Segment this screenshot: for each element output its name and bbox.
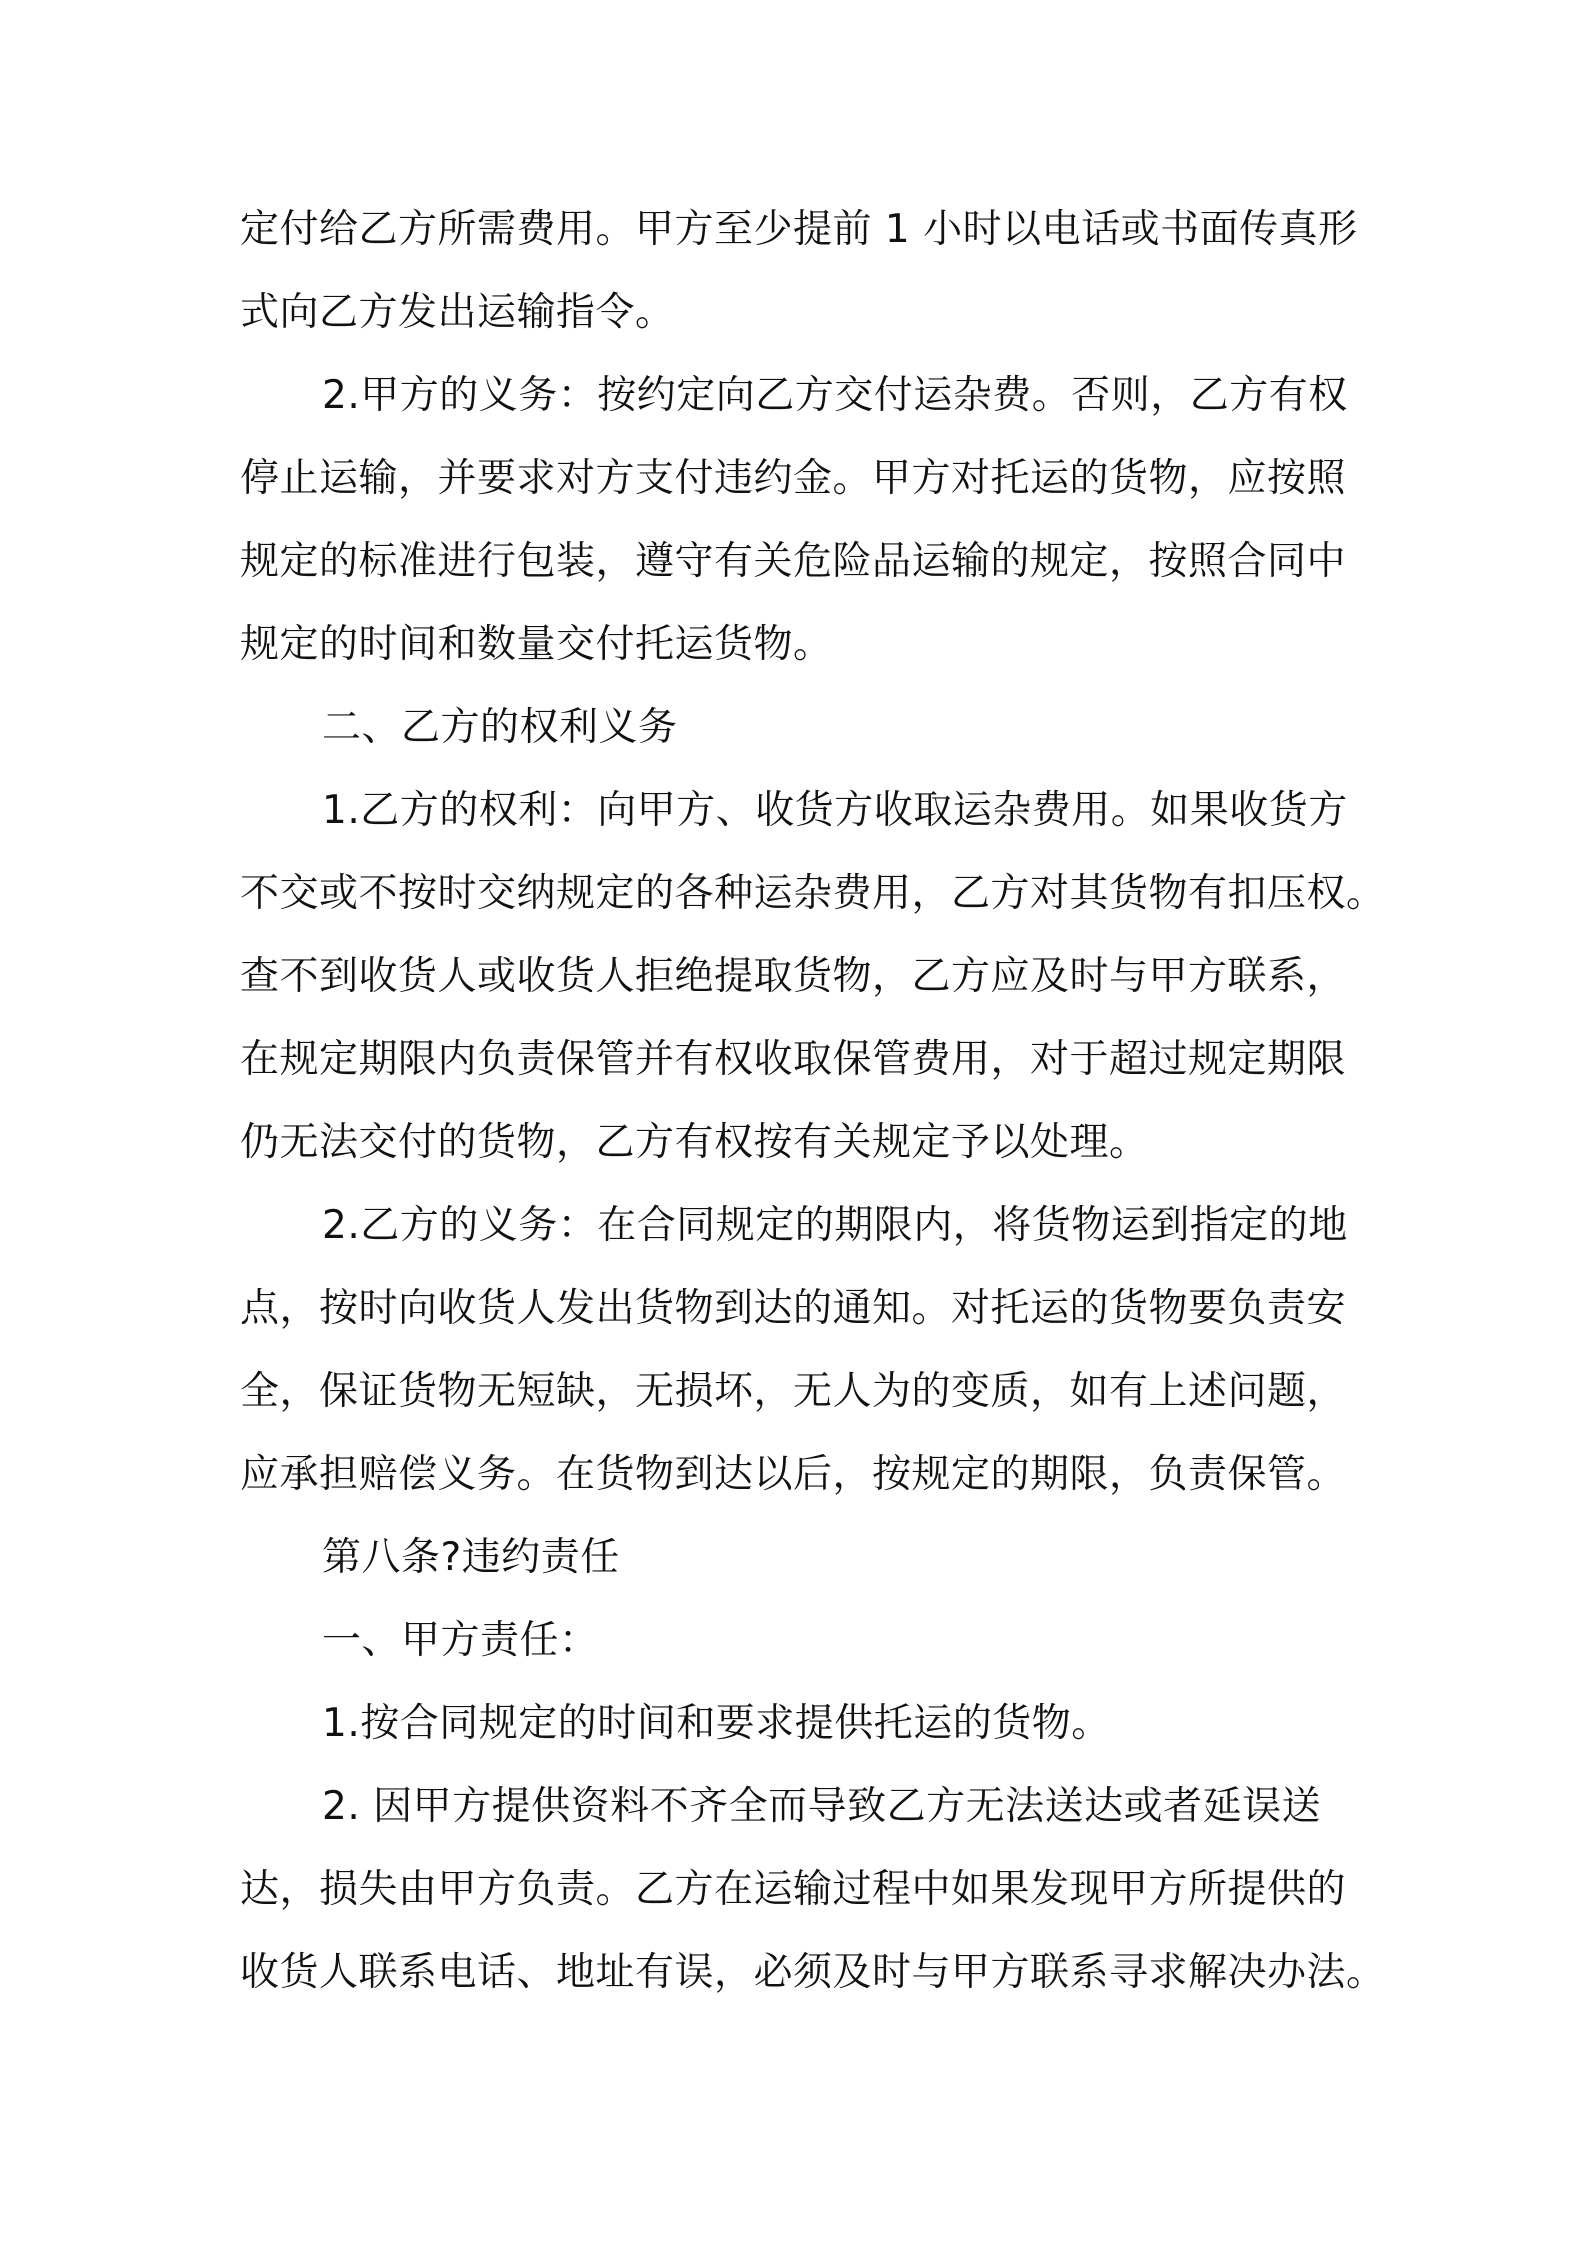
section-heading: 一、甲方责任： <box>322 1618 599 1663</box>
text-line: 式向乙方发出运输指令。 <box>240 290 675 335</box>
text-line: 停止运输，并要求对方支付违约金。甲方对托运的货物，应按照 <box>240 456 1347 501</box>
text-line: 收货人联系电话、地址有误，必须及时与甲方联系寻求解决办法。 <box>240 1950 1386 1995</box>
paragraph-start-line: 2.乙方的义务：在合同规定的期限内，将货物运到指定的地 <box>322 1203 1348 1248</box>
article-heading: 第八条?违约责任 <box>322 1535 620 1580</box>
paragraph-start-line: 2. 因甲方提供资料不齐全而导致乙方无法送达或者延误送 <box>322 1784 1322 1829</box>
text-line: 应承担赔偿义务。在货物到达以后，按规定的期限，负责保管。 <box>240 1452 1347 1497</box>
paragraph-start-line: 1.按合同规定的时间和要求提供托运的货物。 <box>322 1701 1111 1746</box>
section-heading: 二、乙方的权利义务 <box>322 705 678 750</box>
text-line: 查不到收货人或收货人拒绝提取货物，乙方应及时与甲方联系， <box>240 954 1347 999</box>
paragraph-start-line: 2.甲方的义务：按约定向乙方交付运杂费。否则，乙方有权 <box>322 373 1348 418</box>
text-line: 规定的标准进行包装，遵守有关危险品运输的规定，按照合同中 <box>240 539 1347 584</box>
text-line: 点，按时向收货人发出货物到达的通知。对托运的货物要负责安 <box>240 1286 1347 1331</box>
text-line: 定付给乙方所需费用。甲方至少提前 1 小时以电话或书面传真形 <box>240 207 1358 252</box>
text-line: 全，保证货物无短缺，无损坏，无人为的变质，如有上述问题， <box>240 1369 1347 1414</box>
text-line: 在规定期限内负责保管并有权收取保管费用，对于超过规定期限 <box>240 1037 1347 1082</box>
paragraph-start-line: 1.乙方的权利：向甲方、收货方收取运杂费用。如果收货方 <box>322 788 1348 833</box>
text-line: 规定的时间和数量交付托运货物。 <box>240 622 833 667</box>
text-line: 仍无法交付的货物，乙方有权按有关规定予以处理。 <box>240 1120 1149 1165</box>
text-line: 达，损失由甲方负责。乙方在运输过程中如果发现甲方所提供的 <box>240 1867 1347 1912</box>
text-line: 不交或不按时交纳规定的各种运杂费用，乙方对其货物有扣压权。 <box>240 871 1386 916</box>
